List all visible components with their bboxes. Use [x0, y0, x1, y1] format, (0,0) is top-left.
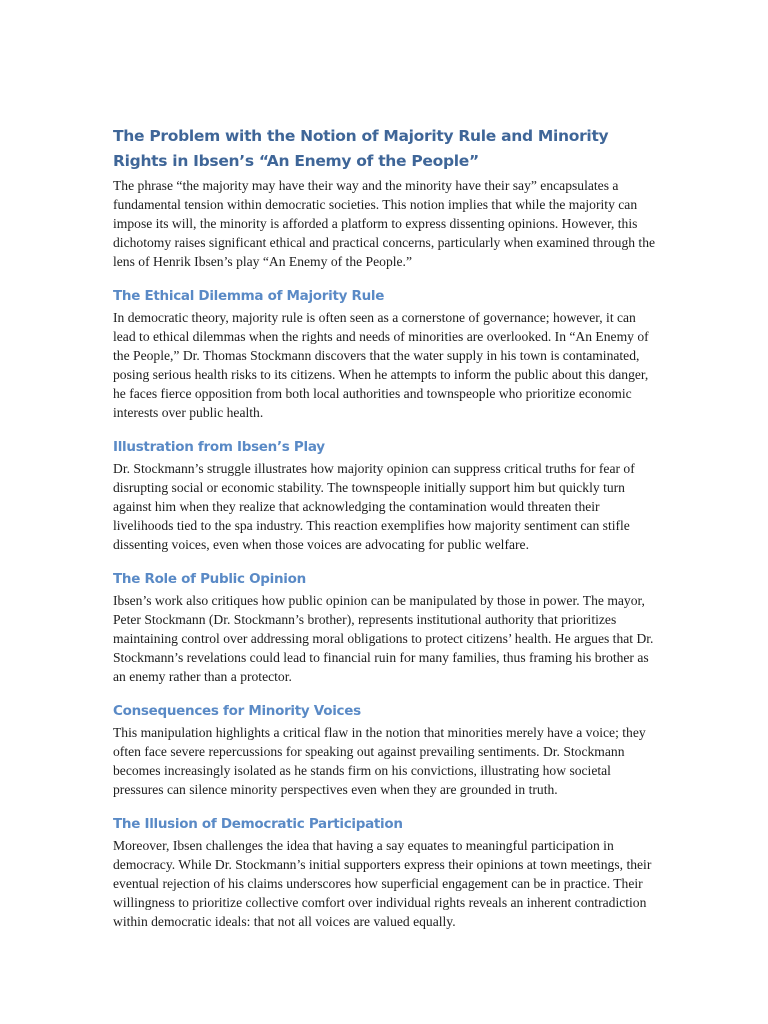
section-paragraph: In democratic theory, majority rule is often seen as a cornerstone of governance; however, it can lead to ethical dilemmas when the rights and needs of minorities are overlooked. In “An Enemy of the People,” Dr. Thomas Stockmann discovers that the water supply in his town is contaminated, posing serious health risks to its citizens. When he attempts to inform the public about this danger, he faces fierce opposition from both local authorities and townspeople who prioritize economic interests over public health.	[113, 310, 649, 420]
section-heading: The Role of Public Opinion	[113, 571, 306, 587]
section-heading: Consequences for Minority Voices	[113, 703, 361, 719]
section-heading: The Illusion of Democratic Participation	[113, 816, 403, 832]
section-public-opinion	[113, 570, 658, 686]
section-ethical-dilemma	[113, 287, 658, 422]
section-minority-voices	[113, 702, 658, 799]
document-title: The Problem with the Notion of Majority Rule and Minority Rights in Ibsen’s “An Enemy of the People”	[113, 127, 609, 170]
section-paragraph: Dr. Stockmann’s struggle illustrates how majority opinion can suppress critical truths for fear of disrupting social or economic stability. The townspeople initially support him but quickly turn against him when they realize that acknowledging the contamination would threaten their livelihoods tied to the spa industry. This reaction exemplifies how majority sentiment can stifle dissenting voices, even when those voices are advocating for public welfare.	[113, 461, 635, 552]
section-democratic-participation	[113, 815, 658, 931]
section-illustration	[113, 438, 658, 554]
intro-paragraph: The phrase “the majority may have their way and the minority have their say” encapsulates a fundamental tension within democratic societies. This notion implies that while the majority can impose its will, the minority is afforded a platform to express dissenting opinions. However, this dichotomy raises significant ethical and practical concerns, particularly when examined through the lens of Henrik Ibsen’s play “An Enemy of the People.”	[113, 178, 656, 269]
section-heading: Illustration from Ibsen’s Play	[113, 439, 325, 455]
section-paragraph: This manipulation highlights a critical flaw in the notion that minorities merely have a voice; they often face severe repercussions for speaking out against prevailing sentiments. Dr. Stockmann becomes increasingly isolated as he stands firm on his convictions, illustrating how societal pressures can silence minority perspectives even when they are grounded in truth.	[113, 725, 646, 797]
section-paragraph: Moreover, Ibsen challenges the idea that having a say equates to meaningful participation in democracy. While Dr. Stockmann’s initial supporters express their opinions at town meetings, their eventual rejection of his claims underscores how superficial engagement can be in practice. Their willingness to prioritize collective comfort over individual rights reveals an inherent contradiction within democratic ideals: that not all voices are valued equally.	[113, 838, 652, 929]
section-paragraph: Ibsen’s work also critiques how public opinion can be manipulated by those in power. The mayor, Peter Stockmann (Dr. Stockmann’s brother), represents institutional authority that prioritizes maintaining control over addressing moral obligations to protect citizens’ health. He argues that Dr. Stockmann’s revelations could lead to financial ruin for many families, thus framing his brother as an enemy rather than a protector.	[113, 593, 654, 684]
document-page	[113, 124, 658, 931]
section-heading: The Ethical Dilemma of Majority Rule	[113, 288, 385, 304]
